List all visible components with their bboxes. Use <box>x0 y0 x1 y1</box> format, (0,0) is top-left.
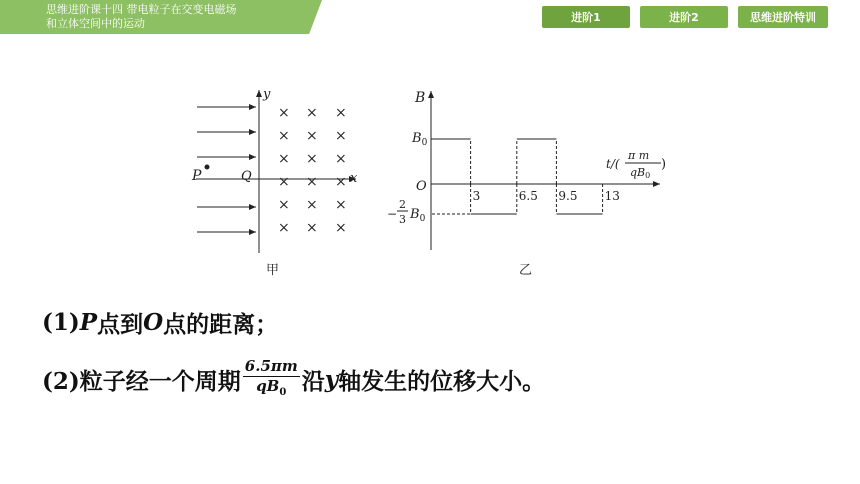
field-mark-x: × <box>278 220 290 236</box>
period-fraction-numerator: 6.5πm <box>244 357 298 375</box>
svg-text:3: 3 <box>399 213 406 226</box>
nav-button-stage2[interactable]: 进阶2 <box>640 6 728 28</box>
field-mark-x: × <box>306 174 318 190</box>
field-mark-x: × <box>306 151 318 167</box>
origin-label: O <box>416 179 427 194</box>
q2-prefix: (2)粒子经一个周期 <box>42 368 241 395</box>
lesson-title-line-1: 思维进阶课十四 带电粒子在交变电磁场 <box>46 3 237 16</box>
field-mark-x: × <box>278 105 290 121</box>
figure-jia-caption: 甲 <box>266 263 280 278</box>
field-mark-x: × <box>335 151 347 167</box>
svg-text:): ) <box>661 157 667 172</box>
field-mark-x: × <box>278 128 290 144</box>
lesson-title-line-2: 和立体空间中的运动 <box>46 17 145 30</box>
y-axis-label: y <box>263 87 271 102</box>
svg-text:π m: π m <box>628 149 650 162</box>
question-1 <box>42 306 278 339</box>
q2-mid: 沿 <box>301 368 325 395</box>
field-mark-x: × <box>278 151 290 167</box>
period-fraction-denominator: $qB_0$ <box>256 377 287 398</box>
figure-yi-caption: 乙 <box>519 263 533 278</box>
svg-text:−: − <box>387 207 398 221</box>
field-mark-x: × <box>278 174 290 190</box>
svg-text:qB0: qB0 <box>630 166 651 180</box>
neg-b0-label <box>387 198 426 226</box>
field-mark-x: × <box>335 105 347 121</box>
field-mark-x: × <box>335 128 347 144</box>
q1-point-o: O <box>143 309 164 336</box>
tick-label: 13 <box>604 189 620 203</box>
svg-text:B0: $B_0$ <box>410 207 426 224</box>
field-mark-x: × <box>306 197 318 213</box>
b0-label: $B_0$ <box>412 131 428 148</box>
x-axis-label: x <box>350 171 358 186</box>
q1-point-p: P <box>79 309 98 336</box>
q1-prefix: (1) <box>42 309 80 336</box>
svg-text:t/(: t/( <box>606 157 620 171</box>
svg-text:2: 2 <box>399 198 406 211</box>
field-mark-x: × <box>306 105 318 121</box>
point-p-label: P <box>192 168 202 184</box>
field-mark-x: × <box>306 220 318 236</box>
field-mark-x: × <box>306 128 318 144</box>
b-axis-label: B <box>415 90 426 106</box>
t-axis-label <box>606 149 666 180</box>
q2-axis-y: y <box>324 366 339 393</box>
field-mark-x: × <box>335 174 347 190</box>
nav-button-special-training[interactable]: 思维进阶特训 <box>738 6 828 28</box>
tick-label: 6.5 <box>518 189 538 203</box>
q1-mid: 点到 <box>97 311 144 338</box>
question-2 <box>42 358 545 401</box>
nav-button-stage1[interactable]: 进阶1 <box>542 6 630 28</box>
point-q-label: Q <box>241 169 252 184</box>
field-mark-x: × <box>335 220 347 236</box>
field-mark-x: × <box>335 197 347 213</box>
q1-suffix: 点的距离； <box>163 311 279 338</box>
tick-label: 3 <box>472 189 481 203</box>
field-mark-x: × <box>278 197 290 213</box>
q2-suffix: 轴发生的位移大小。 <box>338 368 546 395</box>
chart-marks <box>431 139 620 214</box>
tick-label: 9.5 <box>558 189 578 203</box>
period-fraction <box>243 358 300 401</box>
